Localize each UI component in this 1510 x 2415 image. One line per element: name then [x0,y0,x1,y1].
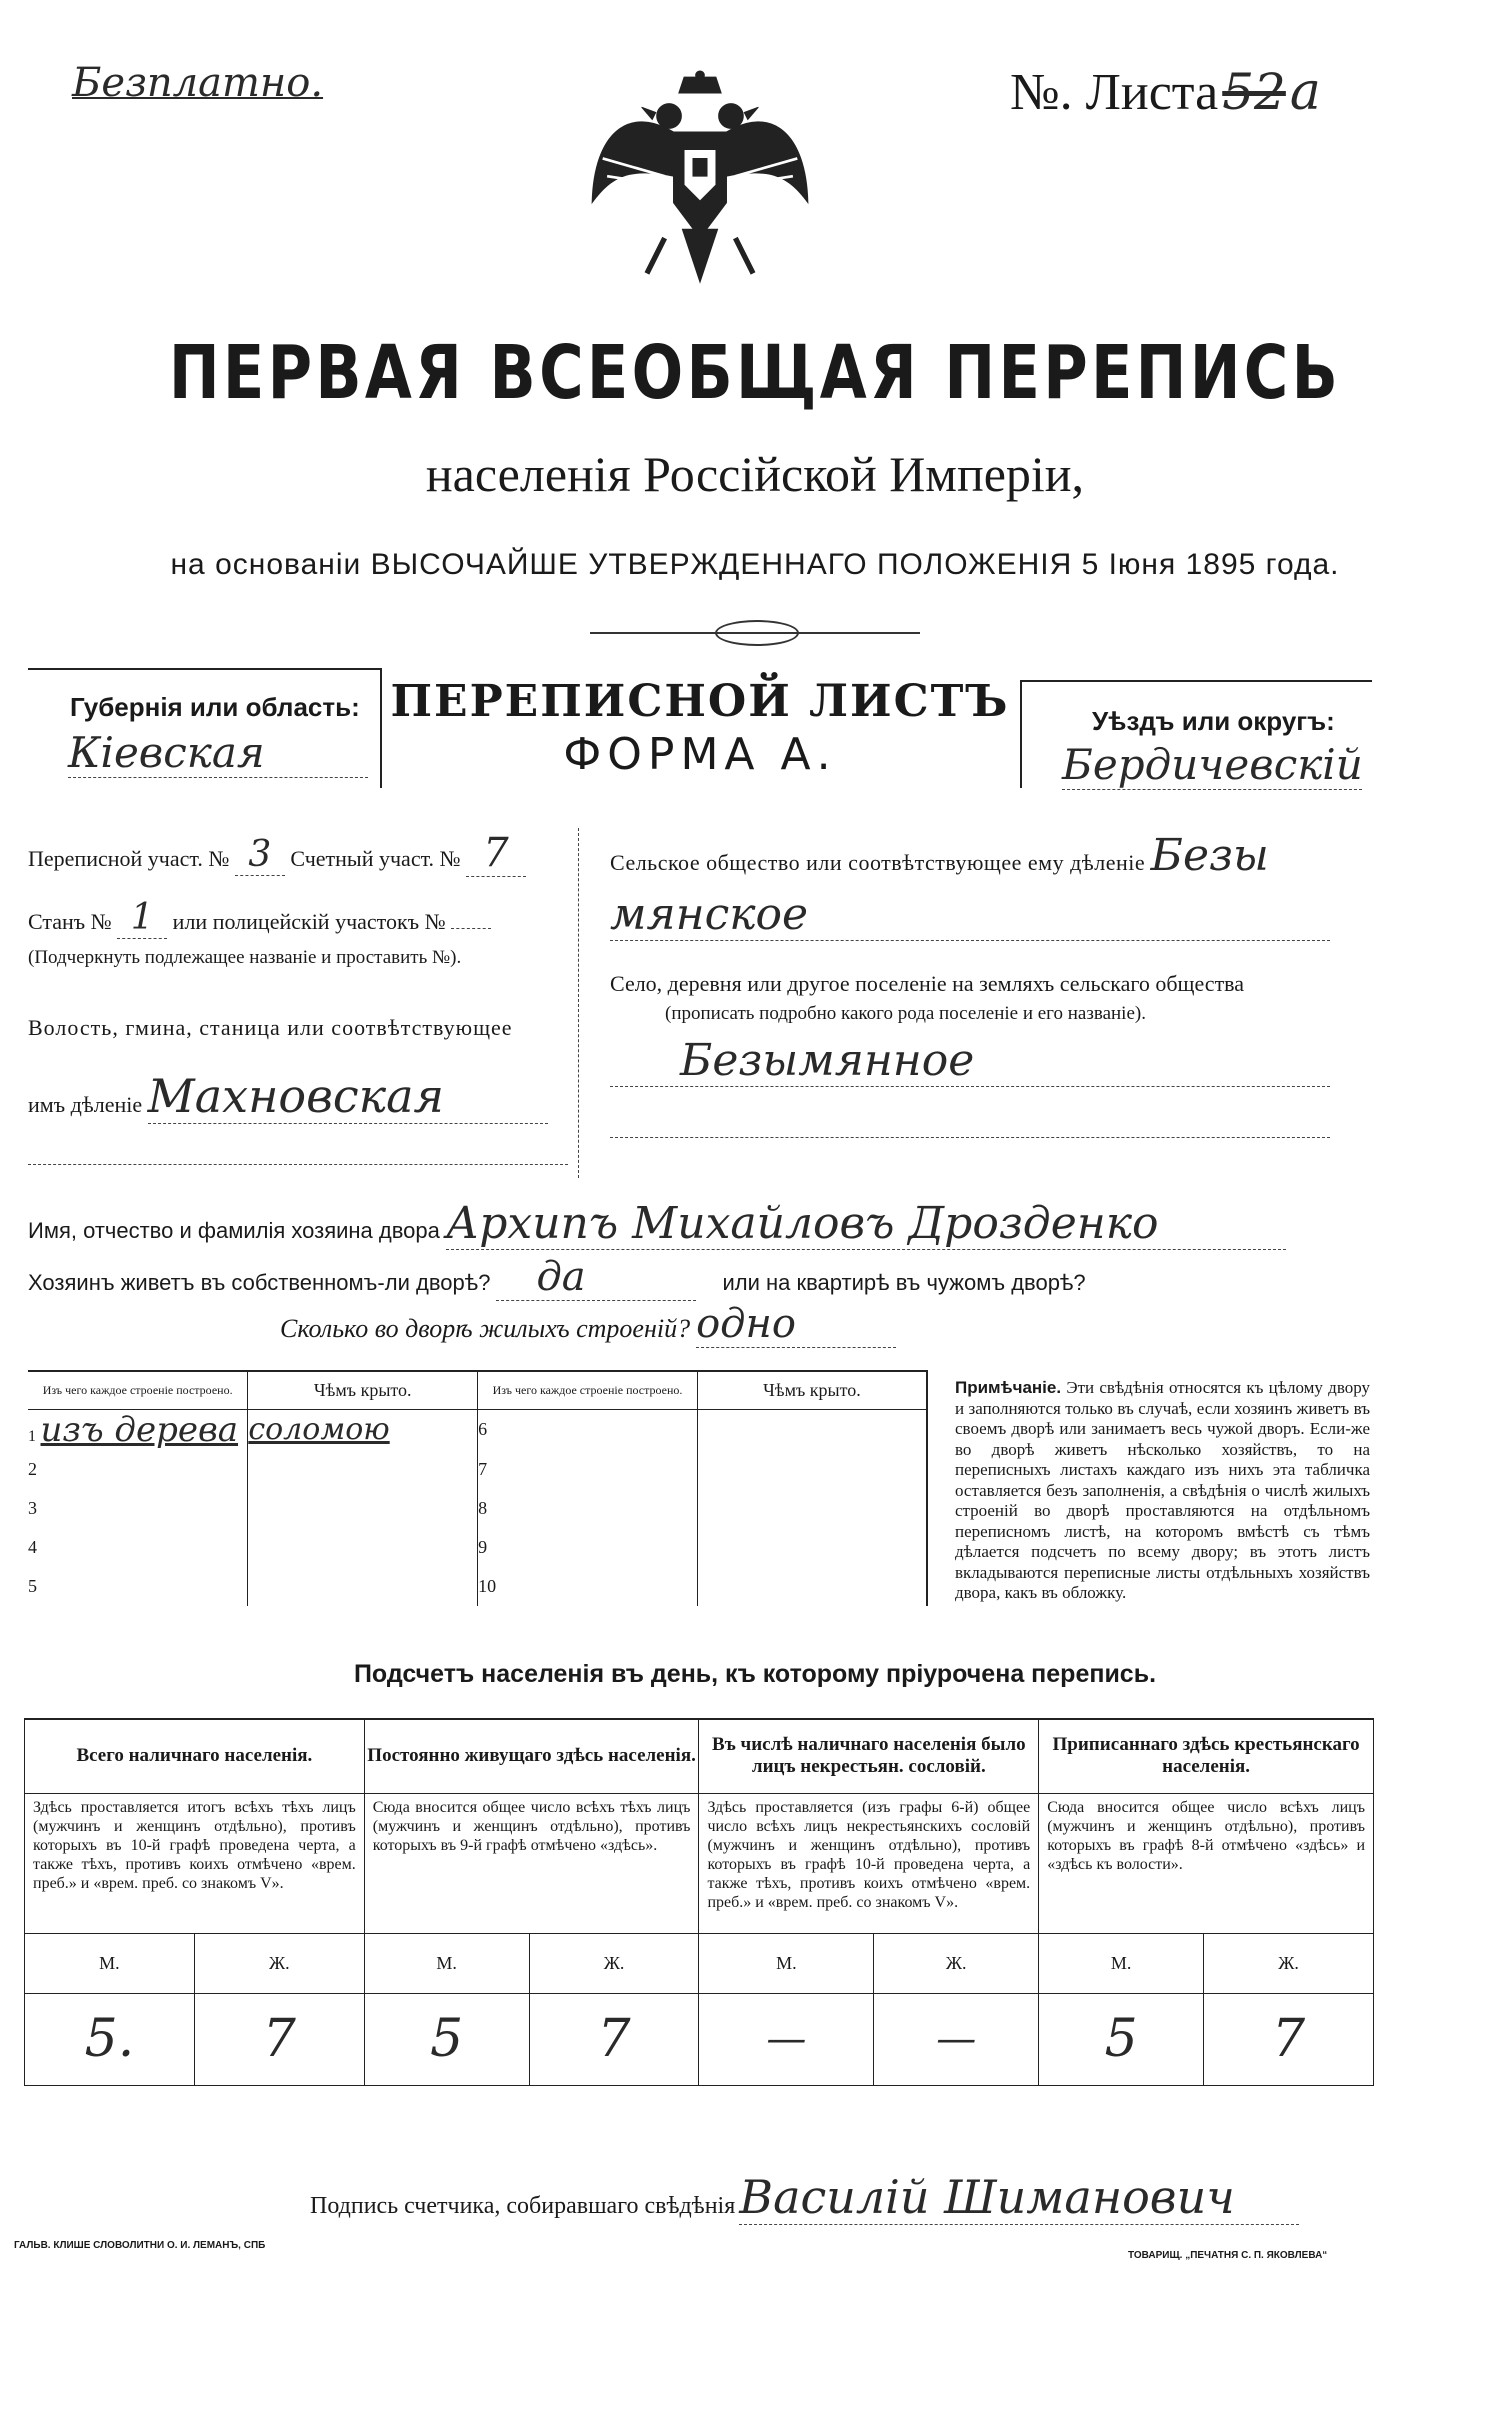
buildings-value: одно [696,1301,896,1348]
buildings-col-material-right: Изъ чего каждое строеніе построено. [478,1371,698,1409]
sheet-number-area [1010,62,1321,122]
village-value: Безымянное [610,1035,1330,1087]
pop-f-label: Ж. [529,1933,699,1993]
society-value: Безы [1150,830,1269,881]
sheet-number: 52 [1222,63,1286,121]
pop-m-label: М. [25,1933,195,1993]
buildings-table [28,1370,928,1606]
note-block [955,1378,1370,1604]
pop-desc-nonpeasant: Здѣсь проставляется (изъ графы 6-й) общее число всѣхъ лицъ некрестьянскихъ сословій (мужчинъ и женщинъ отдѣльно), противъ которыхъ въ графѣ 10-й проведена черта, а также тѣхъ, противъ коихъ отмѣчено «врем. преб.» и «врем. преб. со знакомъ V». [699,1793,1039,1933]
pop-f-label: Ж. [874,1933,1039,1993]
vertical-divider [578,828,580,1178]
owner-name-label: Имя, отчество и фамилія хозяина двора [28,1218,440,1243]
volost-value: Махновская [148,1069,548,1124]
buildings-col-material-left: Изъ чего каждое строеніе построено. [28,1371,248,1409]
pop-f-label: Ж. [1204,1933,1374,1993]
note-title: Примѣчаніе. [955,1378,1062,1397]
main-title: ПЕРВАЯ ВСЕОБЩАЯ ПЕРЕПИСЬ [168,330,1342,416]
table-row: 4 9 [28,1528,927,1567]
buildings-col-roof-left: Чѣмъ крыто. [248,1371,478,1409]
pop-peasant-f: 7 [1204,1993,1374,2085]
pop-total-m: 5. [25,1993,195,2085]
title-block [0,330,1510,416]
left-district-block [28,830,568,1165]
buildings-col-roof-right: Чѣмъ крыто. [697,1371,927,1409]
own-yard-label: Хозяинъ живетъ въ собственномъ-ли дворѣ? [28,1270,491,1295]
table-row: 5 10 [28,1567,927,1606]
table-row: 2 7 [28,1450,927,1489]
note-text: Эти свѣдѣнія относятся къ цѣлому двору и заполняются только въ случаѣ, если хозяинъ живетъ въ своемъ дворѣ или занимаетъ весь чужой дворъ. Если-же во дворѣ живетъ нѣсколько хозяйствъ, то на переписныхъ листахъ каждаго изъ нихъ эта табличка оставляется безъ заполненія, а свѣдѣнія о числѣ жилыхъ строеній во дворѣ проставляются на отдѣльномъ переписномъ листѣ, на которомъ вмѣстѣ съ тѣмъ дѣлается подсчетъ по всему двору; въ этотъ листъ вкладываются переписные листы отдѣльныхъ хозяйствъ двора, какъ въ обложку. [955,1378,1371,1602]
table-row: 3 8 [28,1489,927,1528]
pop-total-f: 7 [194,1993,364,2085]
form-name: ФОРМА А. [563,729,837,780]
rent-label: или на квартирѣ въ чужомъ дворѣ? [722,1270,1086,1295]
society-label: Сельское общество или соотвѣтствующее ему дѣленіе [610,850,1146,875]
society-value-2: мянское [610,889,1330,941]
count-district-label: Счетный участ. № [290,846,461,871]
basis-line: на основаніи ВЫСОЧАЙШЕ УТВЕРЖДЕННАГО ПОЛОЖЕНІЯ 5 Іюня 1895 года. [170,548,1340,581]
pop-f-label: Ж. [194,1933,364,1993]
volost-label: Волость, гмина, станица или соотвѣтствующее [28,1015,513,1040]
stan-label: Станъ № [28,909,112,934]
uezd-value: Бердичевскій [1062,740,1363,789]
pop-m-label: М. [364,1933,529,1993]
signature-value: Василій Шиманович [739,2170,1299,2225]
pop-peasant-m: 5 [1039,1993,1204,2085]
signature-label: Подпись счетчика, собиравшаго свѣдѣнія [310,2193,736,2219]
table-row: 1 изъ дерева соломою 6 [28,1409,927,1450]
pop-desc-permanent: Сюда вносится общее число всѣхъ тѣхъ лицъ (мужчинъ и женщинъ отдѣльно), противъ которыхъ въ 9-й графѣ отмѣчено «здѣсь». [364,1793,699,1933]
population-table [24,1718,1374,2086]
instruction-text: (Подчеркнуть подлежащее названіе и проставить №). [28,947,462,968]
village-instruction: (прописать подробно какого рода поселеніе и его названіе). [665,1003,1146,1024]
stan-value: 1 [117,897,167,939]
sheet-title-box [380,668,1020,786]
uezd-box [1020,680,1372,788]
double-headed-eagle-emblem [585,70,815,300]
sheet-label: №. Листа [1010,64,1219,121]
signature-row [310,2170,1299,2225]
building-material: изъ дерева [40,1409,239,1450]
pop-desc-total: Здѣсь проставляется итогъ всѣхъ тѣхъ лицъ (мужчинъ и женщинъ отдѣльно), противъ которыхъ въ 10-й графѣ проведена черта, а также тѣхъ, противъ коихъ отмѣчено «врем. преб.» и «врем. преб. со знакомъ V». [25,1793,365,1933]
pop-m-label: М. [1039,1933,1204,1993]
free-label: Безплатно. [72,60,324,106]
police-label: или полицейскій участокъ № [172,909,446,934]
population-title: Подсчетъ населенія въ день, къ которому пріурочена перепись. [353,1660,1157,1688]
village-label: Село, деревня или другое поселеніе на земляхъ сельскаго общества [610,971,1245,996]
pop-head-permanent: Постоянно живущаго здѣсь населенія. [364,1719,699,1793]
uezd-label: Уѣздъ или округъ: [1092,706,1335,736]
sheet-suffix: а [1289,62,1321,122]
census-district-label: Переписной участ. № [28,846,230,871]
pop-head-total: Всего наличнаго населенія. [25,1719,365,1793]
guberniya-label: Губернія или область: [70,692,360,722]
pop-desc-peasant: Сюда вносится общее число всѣхъ лицъ (мужчинъ и женщинъ отдѣльно), противъ которыхъ въ графѣ 8-й отмѣчено «здѣсь» и «здѣсь къ волости». [1039,1793,1374,1933]
pop-nonpeasant-f: — [874,1993,1039,2085]
owner-block [28,1198,1428,1348]
own-yard-value: да [496,1254,696,1301]
pop-head-peasant: Приписаннаго здѣсь крестьянскаго населенія. [1039,1719,1374,1793]
right-settlement-block [610,830,1370,1138]
pop-m-label: М. [699,1933,874,1993]
footer-right: ТОВАРИЩ. „ПЕЧАТНЯ С. П. ЯКОВЛЕВА“ [1128,2250,1328,2261]
pop-permanent-f: 7 [529,1993,699,2085]
guberniya-value: Кіевская [68,728,368,778]
guberniya-box [28,668,382,788]
subtitle: населенія Россійской Имперіи, [425,446,1085,502]
pop-permanent-m: 5 [364,1993,529,2085]
census-district-value: 3 [235,834,285,876]
ornament-center [715,620,799,646]
count-district-value: 7 [466,830,526,877]
building-roof: соломою [248,1409,478,1450]
volost-label-2: имъ дѣленіе [28,1092,143,1117]
pop-head-nonpeasant: Въ числѣ наличнаго населенія было лицъ некрестьян. сословій. [699,1719,1039,1793]
buildings-label: Сколько во дворѣ жилыхъ строеній? [280,1314,691,1343]
sheet-title: ПЕРЕПИСНОЙ ЛИСТЪ [390,676,1010,727]
footer-left: ГАЛЬВ. КЛИШЕ СЛОВОЛИТНИ О. И. ЛЕМАНЪ, СПБ [14,2240,266,2251]
owner-name-value: Архипъ Михайловъ Дрозденко [446,1198,1286,1250]
pop-nonpeasant-m: — [699,1993,874,2085]
